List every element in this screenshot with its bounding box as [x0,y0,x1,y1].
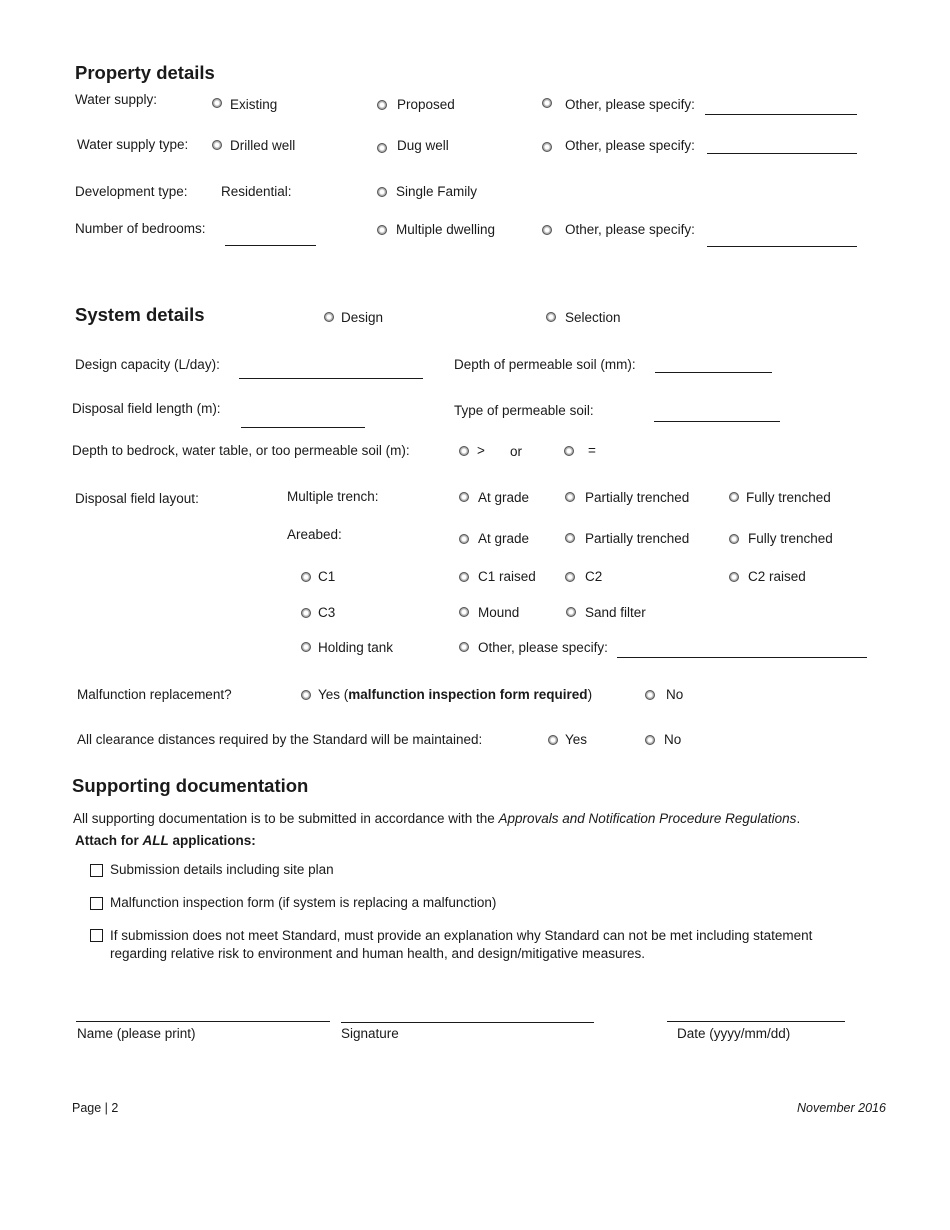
water-supply-type-other-field[interactable] [707,153,857,154]
c1-raised-radio[interactable] [459,572,469,582]
clearance-yes-label: Yes [565,732,588,747]
depth-permeable-field[interactable] [655,372,772,373]
or-label: or [510,444,523,459]
depth-greater-radio[interactable] [459,446,469,456]
attach-heading: Attach for ALL applications: [75,833,256,848]
bedrooms-label: Number of bedrooms: [75,221,206,236]
clearance-yes-radio[interactable] [548,735,558,745]
layout-label: Disposal field layout: [75,491,199,506]
water-supply-type-drilled-label: Drilled well [230,138,296,153]
malfunction-no-radio[interactable] [645,690,655,700]
malfunction-yes-radio[interactable] [301,690,311,700]
water-supply-existing-radio[interactable] [212,98,222,108]
multiple-trench-partial-label: Partially trenched [585,490,690,505]
depth-greater-label: > [477,443,485,458]
design-capacity-label: Design capacity (L/day): [75,357,220,372]
areabed-at-grade-label: At grade [478,531,530,546]
c2-radio[interactable] [565,572,575,582]
layout-other-field[interactable] [617,657,867,658]
water-supply-type-drilled-radio[interactable] [212,140,222,150]
development-other-radio[interactable] [542,225,552,235]
water-supply-other-label: Other, please specify: [565,97,695,112]
water-supply-existing-label: Existing [230,97,278,112]
single-family-radio[interactable] [377,187,387,197]
water-supply-proposed-label: Proposed [397,97,455,112]
holding-tank-label: Holding tank [318,640,394,655]
multiple-trench-at-grade-label: At grade [478,490,530,505]
areabed-label: Areabed: [287,527,342,542]
water-supply-type-dug-label: Dug well [397,138,449,153]
field-length-label: Disposal field length (m): [72,401,221,416]
sand-filter-label: Sand filter [585,605,646,620]
date-field[interactable] [667,1021,845,1022]
multiple-dwelling-radio[interactable] [377,225,387,235]
multiple-trench-at-grade-radio[interactable] [459,492,469,502]
clearance-label: All clearance distances required by the Standard will be maintained: [77,732,483,747]
areabed-partial-radio[interactable] [565,533,575,543]
malfunction-form-checkbox[interactable] [90,897,103,910]
design-label: Design [341,310,384,325]
water-supply-proposed-radio[interactable] [377,100,387,110]
depth-equal-label: = [588,443,596,458]
mound-radio[interactable] [459,607,469,617]
malfunction-no-label: No [666,687,684,702]
date-label: Date (yyyy/mm/dd) [677,1026,791,1041]
c1-raised-label: C1 raised [478,569,536,584]
areabed-at-grade-radio[interactable] [459,534,469,544]
mound-label: Mound [478,605,520,620]
page-number: Page | 2 [72,1101,119,1115]
signature-field[interactable] [341,1022,594,1023]
name-field[interactable] [76,1021,330,1022]
bedrooms-field[interactable] [225,245,316,246]
signature-label: Signature [341,1026,399,1041]
c2-label: C2 [585,569,603,584]
water-supply-type-other-label: Other, please specify: [565,138,695,153]
residential-label: Residential: [221,184,292,199]
multiple-dwelling-label: Multiple dwelling [396,222,496,237]
c3-label: C3 [318,605,336,620]
water-supply-label: Water supply: [75,92,158,107]
c1-label: C1 [318,569,336,584]
single-family-label: Single Family [396,184,478,199]
docs-intro: All supporting documentation is to be submitted in accordance with the Approvals and Notification Procedure Regulations. [73,811,801,826]
clearance-no-radio[interactable] [645,735,655,745]
field-length-field[interactable] [241,427,365,428]
explanation-label: If submission does not meet Standard, must provide an explanation why Standard can not be met including statement regarding relative risk to environment and human health, and design/mitigative measures. [110,928,813,961]
areabed-partial-label: Partially trenched [585,531,690,546]
water-supply-other-radio[interactable] [542,98,552,108]
water-supply-other-field[interactable] [705,114,857,115]
depth-equal-radio[interactable] [564,446,574,456]
type-permeable-label: Type of permeable soil: [454,403,594,418]
areabed-fully-label: Fully trenched [748,531,833,546]
property-details-heading: Property details [75,62,215,83]
malfunction-label: Malfunction replacement? [77,687,232,702]
c3-radio[interactable] [301,608,311,618]
selection-label: Selection [565,310,621,325]
water-supply-type-other-radio[interactable] [542,142,552,152]
revision-date: November 2016 [797,1101,886,1115]
malfunction-yes-label: Yes (malfunction inspection form required) [318,687,593,702]
c2-raised-label: C2 raised [748,569,806,584]
c2-raised-radio[interactable] [729,572,739,582]
type-permeable-field[interactable] [654,421,780,422]
water-supply-type-dug-radio[interactable] [377,143,387,153]
layout-other-label: Other, please specify: [478,640,608,655]
areabed-fully-radio[interactable] [729,534,739,544]
supporting-documentation-heading: Supporting documentation [72,775,309,796]
water-supply-type-label: Water supply type: [77,137,189,152]
development-type-label: Development type: [75,184,188,199]
multiple-trench-fully-label: Fully trenched [746,490,831,505]
depth-bedrock-label: Depth to bedrock, water table, or too permeable soil (m): [72,443,410,458]
c1-radio[interactable] [301,572,311,582]
sand-filter-radio[interactable] [566,607,576,617]
site-plan-label: Submission details including site plan [110,862,334,877]
layout-other-radio[interactable] [459,642,469,652]
malfunction-form-label: Malfunction inspection form (if system is replacing a malfunction) [110,895,497,910]
system-details-heading: System details [75,304,205,325]
site-plan-checkbox[interactable] [90,864,103,877]
selection-radio[interactable] [546,312,556,322]
multiple-trench-partial-radio[interactable] [565,492,575,502]
explanation-checkbox[interactable] [90,929,103,942]
design-capacity-field[interactable] [239,378,423,379]
design-radio[interactable] [324,312,334,322]
multiple-trench-label: Multiple trench: [287,489,379,504]
development-other-label: Other, please specify: [565,222,695,237]
depth-permeable-label: Depth of permeable soil (mm): [454,357,636,372]
holding-tank-radio[interactable] [301,642,311,652]
name-label: Name (please print) [77,1026,196,1041]
multiple-trench-fully-radio[interactable] [729,492,739,502]
clearance-no-label: No [664,732,682,747]
development-other-field[interactable] [707,246,857,247]
